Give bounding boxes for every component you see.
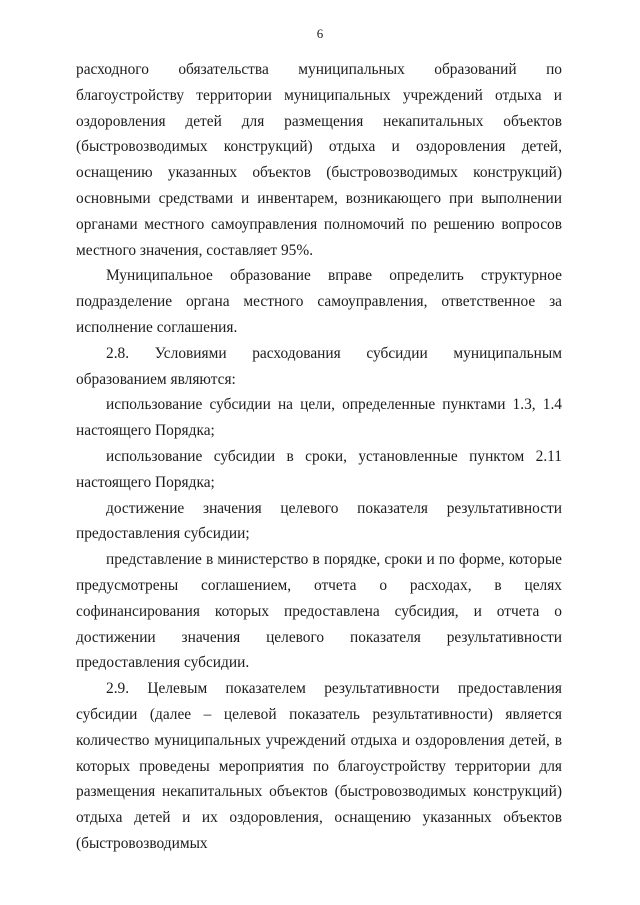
document-body	[76, 57, 562, 857]
page-number: 6	[316, 26, 324, 41]
paragraph-section-2-8: 2.8. Условиями расходования субсидии муниципальным образованием являются:	[76, 344, 562, 388]
paragraph-condition-report: представление в министерство в порядке, сроки и по форме, которые предусмотрены соглашением, отчета о расходах, в целях софинансирования которых предоставлена субсидия, и отчета о достижении значения целевого показателя результативности предоставления субсидии.	[76, 551, 562, 672]
paragraph-condition-purpose: использование субсидии на цели, определенные пунктами 1.3, 1.4 настоящего Порядка;	[76, 396, 562, 440]
paragraph-structural-unit: Муниципальное образование вправе определить структурное подразделение органа местного самоуправления, ответственное за исполнение соглашения.	[76, 267, 562, 336]
paragraph-continuation: расходного обязательства муниципальных образований по благоустройству территории муниципальных учреждений отдыха и оздоровления детей для размещения некапитальных объектов (быстровозводимых конструкций) отдыха и оздоровления детей, оснащению указанных объектов (быстровозводимых конструкций) основными средствами и инвентарем, возникающего при выполнении органами местного самоуправления полномочий по решению вопросов местного значения, составляет 95%.	[76, 61, 562, 259]
paragraph-condition-target: достижение значения целевого показателя результативности предоставления субсидии;	[76, 499, 562, 543]
paragraph-condition-terms: использование субсидии в сроки, установленные пунктом 2.11 настоящего Порядка;	[76, 447, 562, 491]
paragraph-section-2-9: 2.9. Целевым показателем результативности предоставления субсидии (далее – целевой показатель результативности) является количество муниципальных учреждений отдыха и оздоровления детей, в которых проведены мероприятия по благоустройству территории для размещения некапитальных объектов (быстровозводимых конструкций) отдыха детей и их оздоровления, оснащению указанных объектов (быстровозводимых	[76, 680, 562, 852]
